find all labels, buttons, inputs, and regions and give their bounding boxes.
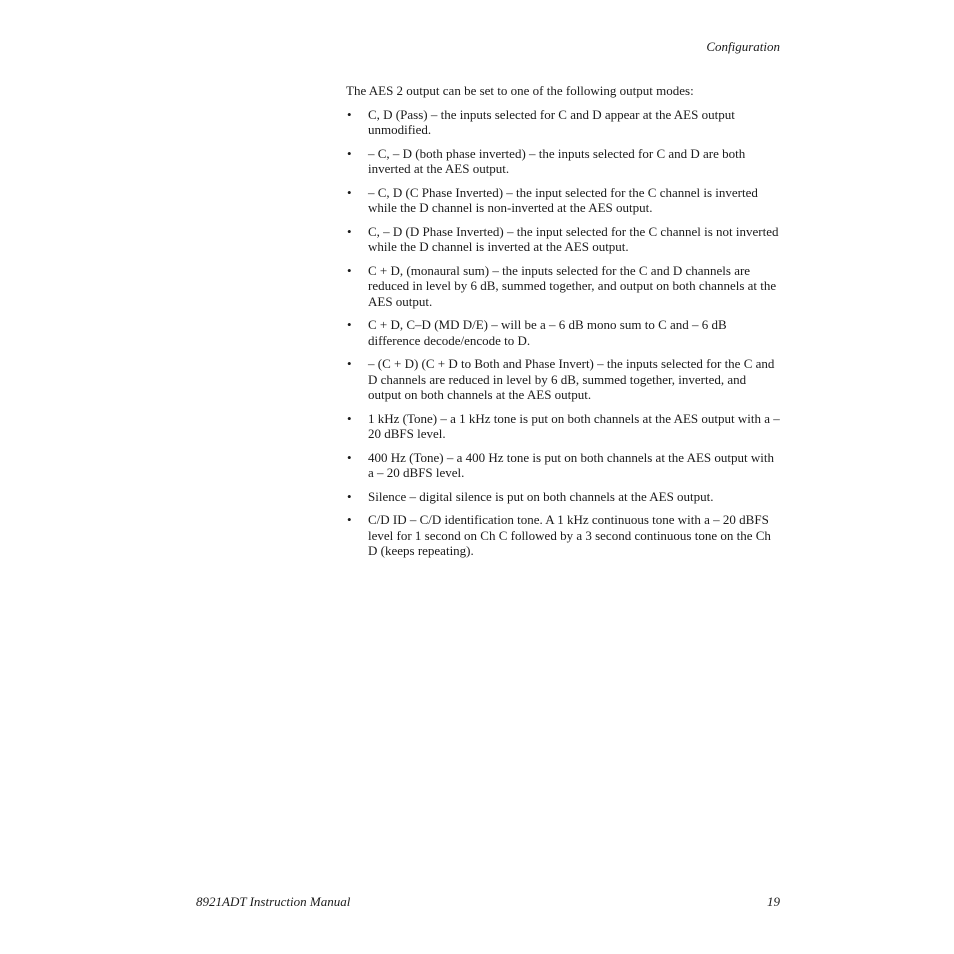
list-item-text: 400 Hz (Tone) – a 400 Hz tone is put on both channels at the AES output with a – 20 dBFS level. xyxy=(368,449,774,480)
list-item-text: 1 kHz (Tone) – a 1 kHz tone is put on both channels at the AES output with a – 20 dBFS level. xyxy=(368,410,780,441)
bullet-icon: • xyxy=(347,488,352,504)
bullet-icon: • xyxy=(347,262,352,278)
list-item-sum-invert xyxy=(346,356,782,403)
page-body xyxy=(346,83,782,567)
bullet-icon: • xyxy=(347,512,352,527)
bullet-icon: • xyxy=(347,145,352,161)
list-item-cd-id xyxy=(346,512,782,559)
list-item-md-de xyxy=(346,317,782,348)
bullet-icon: • xyxy=(347,356,352,371)
list-item-text: C + D, (monaural sum) – the inputs selected for the C and D channels are reduced in level by 6 dB, summed together, and output on both channels at the AES output. xyxy=(368,262,777,309)
bullet-icon: • xyxy=(347,317,352,332)
bullet-icon: • xyxy=(347,410,352,426)
intro-paragraph: The AES 2 output can be set to one of the following output modes: xyxy=(346,83,694,98)
list-item-text: C, – D (D Phase Inverted) – the input selected for the C channel is not inverted while the D channel is inverted at the AES output. xyxy=(368,223,779,254)
list-item-silence xyxy=(346,489,782,505)
footer-page-number: 19 xyxy=(767,894,780,909)
bullet-icon: • xyxy=(347,106,352,122)
list-item-text: C + D, C–D (MD D/E) – will be a – 6 dB mono sum to C and – 6 dB difference decode/encode to D. xyxy=(368,317,727,348)
list-item-1khz-tone xyxy=(346,411,782,442)
footer-manual-title: 8921ADT Instruction Manual xyxy=(196,894,351,909)
list-item-text: – (C + D) (C + D to Both and Phase Invert) – the inputs selected for the C and D channels are reduced in level by 6 dB, summed together, inverted, and output on both channels at the AES output. xyxy=(368,356,775,402)
list-item-pass xyxy=(346,107,782,138)
list-item-text: C/D ID – C/D identification tone. A 1 kHz continuous tone with a – 20 dBFS level for 1 second on Ch C followed by a 3 second continuous tone on the Ch D (keeps repeating). xyxy=(368,512,771,558)
list-item-monaural-sum xyxy=(346,263,782,310)
list-item-d-inverted xyxy=(346,224,782,255)
bullet-icon: • xyxy=(347,184,352,200)
bullet-icon: • xyxy=(347,449,352,465)
list-item-both-inverted xyxy=(346,146,782,177)
list-item-text: C, D (Pass) – the inputs selected for C and D appear at the AES output unmodified. xyxy=(368,106,735,137)
running-header: Configuration xyxy=(706,39,780,54)
output-mode-list xyxy=(346,107,782,559)
list-item-c-inverted xyxy=(346,185,782,216)
list-item-text: – C, – D (both phase inverted) – the inputs selected for C and D are both inverted at the AES output. xyxy=(368,145,746,176)
list-item-text: Silence – digital silence is put on both channels at the AES output. xyxy=(368,488,714,504)
list-item-400hz-tone xyxy=(346,450,782,481)
bullet-icon: • xyxy=(347,223,352,239)
list-item-text: – C, D (C Phase Inverted) – the input selected for the C channel is inverted while the D channel is non-inverted at the AES output. xyxy=(368,184,758,215)
